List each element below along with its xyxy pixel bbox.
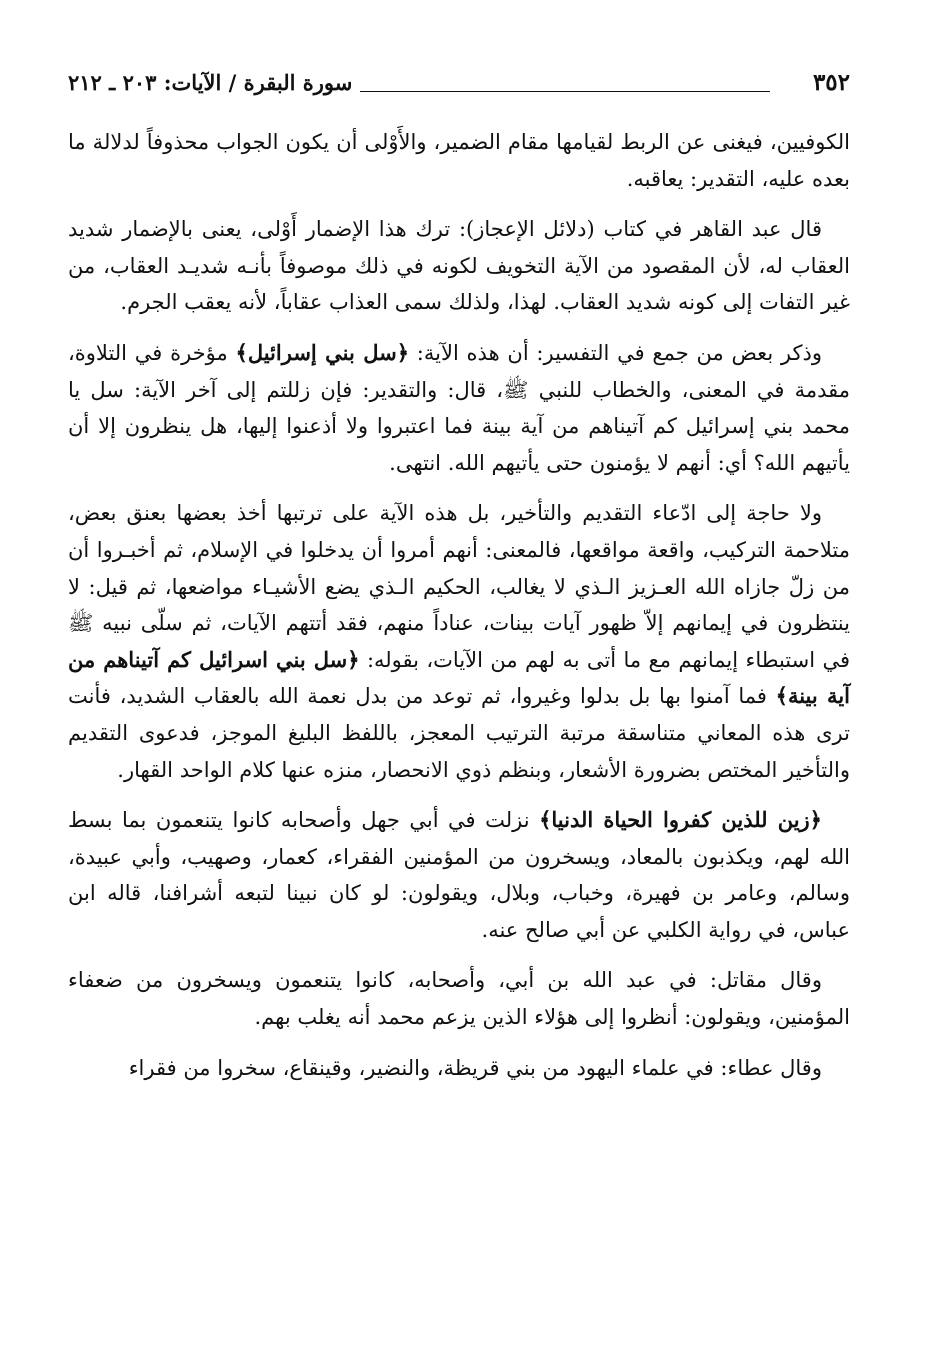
- text-segment: فما آمنوا بها بل بدلوا وغيروا، ثم توعد من بدل نعمة الله بالعقاب الشديد، فأنت ترى هذه المعاني متناسقة مرتبة الترتيب المعجز، باللفظ البليغ الموجز، فدعوى التقديم والتأخير المختص بضرورة الأشعار، وبنظم ذوي الانحصار، منزه عنها كلام الواحد القهار.: [68, 684, 850, 782]
- quran-verse: ﴿سل بني إسرائيل﴾: [235, 339, 410, 365]
- page-number: ٣٥٢: [805, 68, 850, 98]
- paragraph-2: [68, 211, 850, 321]
- quran-verse: ﴿سل بني اسرائيل كم آتيناهم من آية بينة﴾: [68, 646, 850, 709]
- paragraph-3: [68, 335, 850, 481]
- running-head: سورة البقرة / الآيات: ٢٠٣ ـ ٢١٢: [68, 68, 360, 98]
- text-segment: قال عبد القاهر في كتاب (دلائل الإعجاز): ترك هذا الإضمار أَوْلى، يعنى بالإضمار شديد العقاب له، لأن المقصود من الآية التخويف لكونه في ذلك موصوفاً بأنـه شديـد العقاب، من غير التفات إلى كونه شديد العقاب. لهذا، ولذلك سمى العذاب عقاباً، لأنه يعقب الجرم.: [68, 217, 850, 315]
- book-page: [68, 58, 850, 1100]
- text-segment: وقال عطاء: في علماء اليهود من بني قريظة، والنضير، وقينقاع، سخروا من فقراء: [128, 1055, 822, 1080]
- paragraph-5: [68, 802, 850, 948]
- paragraph-7: [68, 1050, 850, 1087]
- text-segment: الكوفيين، فيغنى عن الربط لقيامها مقام الضمير، والأَوْلى أن يكون الجواب محذوفاً لدلالة ما بعده عليه، التقدير: يعاقبه.: [68, 130, 850, 191]
- page-body: [68, 124, 850, 1086]
- text-segment: وذكر بعض من جمع في التفسير: أن هذه الآية:: [409, 340, 822, 365]
- text-segment: مؤخرة في التلاوة، مقدمة في المعنى، والخطاب للنبي ﷺ، قال: والتقدير: فإن زللتم إلى آخر الآية: سل يا محمد بني إسرائيل كم آتيناهم من آية بينة فما اعتبروا ولا أذعنوا إليها، هل ينظرون إلا أن يأتيهم الله؟ أي: أنهم لا يؤمنون حتى يأتيهم الله. انتهى.: [68, 340, 850, 475]
- text-segment: وقال مقاتل: في عبد الله بن أبي، وأصحابه، كانوا يتنعمون ويسخرون من ضعفاء المؤمنين، ويقولون: أنظروا إلى هؤلاء الذين يزعم محمد أنه يغلب بهم.: [68, 968, 850, 1030]
- text-segment: ولا حاجة إلى ادّعاء التقديم والتأخير، بل هذه الآية على ترتبها أخذ بعضها بعنق بعض، متلاحمة التركيب، واقعة مواقعها، فالمعنى: أنهم أمروا أن يدخلوا في الإسلام، ثم أخبـروا أن من زلّ جازاه الله العـزيز الـذي لا يغالب، الحكيم الـذي يضع الأشيـاء مواضعها، ثم قيل: لا ينتظرون في إيمانهم إلاّ ظهور آيات بينات، عناداً منهم، فقد أتتهم الآيات، ثم سلّى نبيه ﷺ في استبطاء إيمانهم مع ما أتى به لهم من الآيات، بقوله:: [68, 501, 850, 672]
- text-segment: نزلت في أبي جهل وأصحابه كانوا يتنعمون بما بسط الله لهم، ويكذبون بالمعاد، ويسخرون من المؤمنين الفقراء، كعمار، وصهيب، وأبي عبيدة، وسالم، وعامر بن فهيرة، وخباب، وبلال، ويقولون: لو كان نبينا لتبعه أشرافنا، قاله ابن عباس، في رواية الكلبي عن أبي صالح عنه.: [68, 808, 850, 942]
- paragraph-4: [68, 495, 850, 788]
- paragraph-1: [68, 124, 850, 197]
- quran-verse: ﴿زين للذين كفروا الحياة الدنيا﴾: [539, 807, 822, 833]
- paragraph-6: [68, 962, 850, 1035]
- page-header: [68, 58, 850, 102]
